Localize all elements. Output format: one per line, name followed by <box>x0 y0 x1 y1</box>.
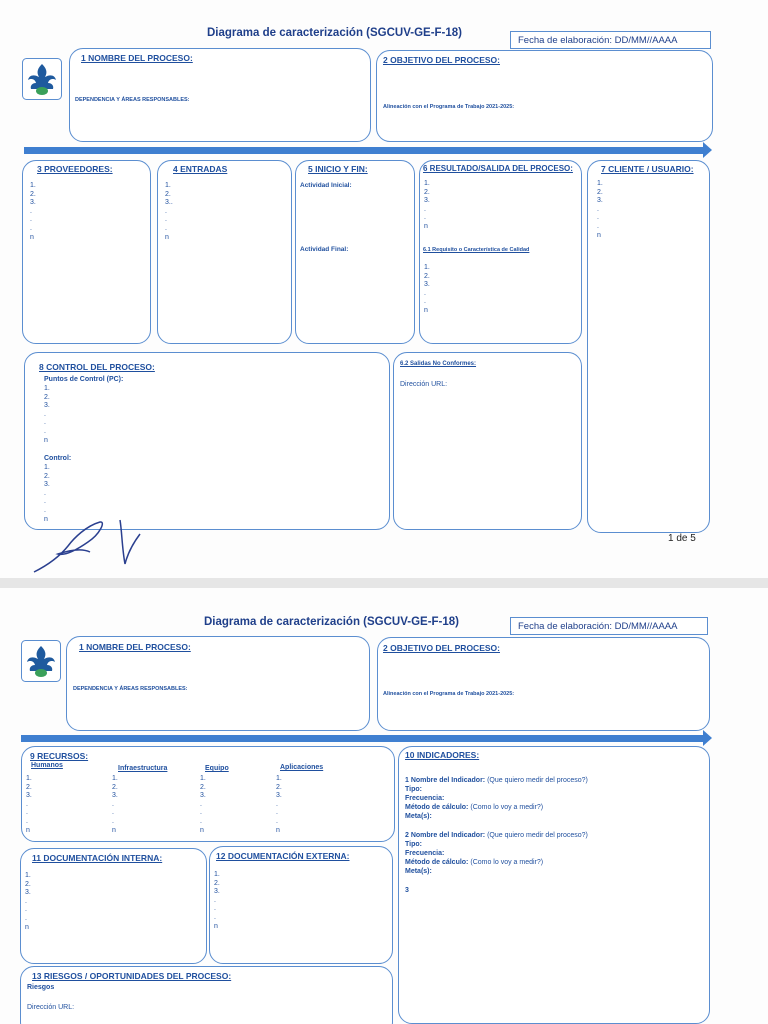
list-item: 2. <box>112 783 118 791</box>
puntos-control-list <box>44 385 50 445</box>
list-item: 2. <box>44 393 50 401</box>
list-item: . <box>112 817 114 825</box>
requisito-heading: 6.1 Requisito o Característica de Calidad <box>423 247 530 253</box>
doc-externa-list <box>214 871 220 931</box>
list-item: 1. <box>165 182 171 189</box>
list-item: . <box>44 506 46 514</box>
ind2-nombre <box>405 832 588 839</box>
signature-icon <box>30 512 150 578</box>
dependencia-label: DEPENDENCIA Y ÁREAS RESPONSABLES: <box>75 97 190 103</box>
list-item: 2. <box>26 783 32 791</box>
list-item: . <box>165 216 167 224</box>
list-item: 3.. <box>165 199 173 207</box>
riesgos-box[interactable] <box>20 966 393 1024</box>
list-item: 3. <box>597 197 603 205</box>
ind1-tipo: Tipo: <box>405 786 422 793</box>
equipo-heading: Equipo <box>205 765 229 772</box>
aplicaciones-list <box>276 775 282 835</box>
list-item: n <box>214 922 218 930</box>
actividad-inicial-label: Actividad Inicial: <box>300 182 352 189</box>
fecha-field[interactable]: Fecha de elaboración: DD/MM//AAAA <box>510 617 708 635</box>
list-item: n <box>44 515 48 523</box>
list-item: . <box>200 809 202 817</box>
list-item: . <box>26 817 28 825</box>
entradas-heading: 4 ENTRADAS <box>173 164 228 174</box>
list-item: 3. <box>424 197 430 205</box>
nombre-proceso-heading: 1 NOMBRE DEL PROCESO: <box>79 642 191 652</box>
form-title: Diagrama de caracterización (SGCUV-GE-F-18) <box>207 27 462 39</box>
list-item: . <box>25 906 27 914</box>
list-item: . <box>112 800 114 808</box>
cliente-box[interactable] <box>587 160 710 533</box>
list-item: . <box>25 914 27 922</box>
ind1-metodo-label: Método de cálculo: <box>405 804 469 811</box>
recursos-box[interactable] <box>21 746 395 842</box>
list-item: . <box>597 214 599 222</box>
no-conformes-heading: 6.2 Salidas No Conformes: <box>400 361 477 367</box>
actividad-final-label: Actividad Final: <box>300 246 349 253</box>
list-item: 3. <box>276 792 282 800</box>
list-item: n <box>276 826 280 834</box>
objetivo-heading: 2 OBJETIVO DEL PROCESO: <box>383 55 500 65</box>
list-item: n <box>165 233 169 241</box>
list-item: 1. <box>200 775 206 782</box>
ind1-nombre-hint: (Que quiero medir del proceso?) <box>487 777 588 784</box>
list-item: . <box>214 905 216 913</box>
list-item: . <box>30 224 32 232</box>
resultado-heading: 6 RESULTADO/SALIDA DEL PROCESO: <box>423 164 573 173</box>
inicio-fin-heading: 5 INICIO Y FIN: <box>308 164 368 174</box>
list-item: 1. <box>424 180 430 187</box>
doc-interna-heading: 11 DOCUMENTACIÓN INTERNA: <box>32 853 163 863</box>
riesgos-heading: 13 RIESGOS / OPORTUNIDADES DEL PROCESO: <box>32 971 232 981</box>
infraestructura-heading: Infraestructura <box>118 765 168 772</box>
list-item: 1. <box>276 775 282 782</box>
direccion-url-label: Dirección URL: <box>400 381 448 388</box>
cliente-heading: 7 CLIENTE / USUARIO: <box>601 164 694 174</box>
alineacion-label: Alineación con el Programa de Trabajo 2021-2025: <box>383 691 515 697</box>
list-item: . <box>30 207 32 215</box>
list-item: 1. <box>44 385 50 392</box>
list-item: n <box>30 233 34 241</box>
list-item: n <box>424 306 428 314</box>
nombre-proceso-heading: 1 NOMBRE DEL PROCESO: <box>81 53 193 63</box>
list-item: 2. <box>200 783 206 791</box>
list-item: 1. <box>112 775 118 782</box>
list-item: 1. <box>214 871 220 878</box>
dependencia-label: DEPENDENCIA Y ÁREAS RESPONSABLES: <box>73 686 188 692</box>
list-item: . <box>25 897 27 905</box>
list-item: . <box>424 205 426 213</box>
indicadores-box[interactable] <box>398 746 710 1024</box>
list-item: n <box>112 826 116 834</box>
list-item: 3. <box>26 792 32 800</box>
entradas-list <box>165 182 173 242</box>
page-2 <box>0 588 768 1024</box>
indicadores-heading: 10 INDICADORES: <box>405 750 480 760</box>
list-item: n <box>44 436 48 444</box>
control-box[interactable] <box>24 352 390 530</box>
list-item: . <box>424 214 426 222</box>
list-item: . <box>44 427 46 435</box>
list-item: 3. <box>424 281 430 289</box>
equipo-list <box>200 775 206 835</box>
ind1-metas: Meta(s): <box>405 813 432 820</box>
ind2-nombre-label: 2 Nombre del Indicador: <box>405 832 486 839</box>
control-heading: 8 CONTROL DEL PROCESO: <box>39 362 155 372</box>
resultado-list <box>424 180 430 232</box>
list-item: . <box>276 817 278 825</box>
infraestructura-list <box>112 775 118 835</box>
list-item: 1. <box>26 775 32 782</box>
requisito-list <box>424 264 430 316</box>
cliente-list <box>597 180 603 240</box>
ind2-metas: Meta(s): <box>405 868 432 875</box>
list-item: 2. <box>30 190 36 198</box>
proveedores-heading: 3 PROVEEDORES: <box>37 164 113 174</box>
list-item: 2. <box>597 188 603 196</box>
list-item: . <box>165 207 167 215</box>
humanos-list <box>26 775 32 835</box>
list-item: 1. <box>44 464 50 471</box>
direccion-url-label: Dirección URL: <box>27 1004 75 1011</box>
list-item: 3. <box>30 199 36 207</box>
ind1-nombre-label: 1 Nombre del Indicador: <box>405 777 486 784</box>
fecha-field[interactable]: Fecha de elaboración: DD/MM//AAAA <box>510 31 711 49</box>
list-item: . <box>200 800 202 808</box>
uv-logo-icon <box>22 58 62 100</box>
list-item: 3. <box>214 888 220 896</box>
ind2-tipo: Tipo: <box>405 841 422 848</box>
list-item: 2. <box>276 783 282 791</box>
list-item: . <box>44 498 46 506</box>
list-item: . <box>200 817 202 825</box>
list-item: . <box>276 809 278 817</box>
list-item: . <box>112 809 114 817</box>
ind1-metodo-hint: (Como lo voy a medir?) <box>470 804 544 811</box>
list-item: . <box>26 800 28 808</box>
ind2-frecuencia: Frecuencia: <box>405 850 445 857</box>
list-item: . <box>214 896 216 904</box>
alineacion-label: Alineación con el Programa de Trabajo 2021-2025: <box>383 104 515 110</box>
list-item: . <box>165 224 167 232</box>
recursos-heading: 9 RECURSOS: <box>30 751 89 761</box>
inicio-fin-box[interactable] <box>295 160 415 344</box>
list-item: 1. <box>424 264 430 271</box>
list-item: n <box>597 231 601 239</box>
doc-externa-box[interactable] <box>209 846 393 964</box>
riesgos-label: Riesgos <box>27 984 55 991</box>
no-conformes-box[interactable] <box>393 352 582 530</box>
nombre-proceso-box[interactable] <box>69 48 371 142</box>
list-item: 2. <box>165 190 171 198</box>
aplicaciones-heading: Aplicaciones <box>280 764 324 771</box>
list-item: n <box>26 826 30 834</box>
objetivo-box[interactable] <box>376 50 713 142</box>
list-item: . <box>597 222 599 230</box>
ind3-number: 3 <box>405 887 409 894</box>
ind1-frecuencia: Frecuencia: <box>405 795 445 802</box>
list-item: 1. <box>25 872 31 879</box>
objetivo-box[interactable] <box>377 637 710 731</box>
list-item: n <box>25 923 29 931</box>
list-item: . <box>424 298 426 306</box>
ind1-nombre <box>405 777 588 784</box>
list-item: 3. <box>112 792 118 800</box>
list-item: . <box>276 800 278 808</box>
list-item: 2. <box>25 880 31 888</box>
list-item: . <box>424 289 426 297</box>
ind1-metodo <box>405 804 543 811</box>
humanos-heading: Humanos <box>31 762 63 769</box>
proveedores-list <box>30 182 36 242</box>
list-item: . <box>44 410 46 418</box>
entradas-box[interactable] <box>157 160 292 344</box>
doc-interna-box[interactable] <box>20 848 207 964</box>
ind2-metodo-hint: (Como lo voy a medir?) <box>470 859 544 866</box>
list-item: 3. <box>25 889 31 897</box>
list-item: . <box>214 913 216 921</box>
proveedores-box[interactable] <box>22 160 151 344</box>
list-item: 3. <box>44 402 50 410</box>
list-item: 3. <box>44 481 50 489</box>
ind2-metodo-label: Método de cálculo: <box>405 859 469 866</box>
doc-externa-heading: 12 DOCUMENTACIÓN EXTERNA: <box>216 851 350 861</box>
list-item: . <box>30 216 32 224</box>
list-item: 2. <box>424 272 430 280</box>
ind2-metodo <box>405 859 543 866</box>
objetivo-heading: 2 OBJETIVO DEL PROCESO: <box>383 643 500 653</box>
list-item: 2. <box>214 879 220 887</box>
list-item: . <box>26 809 28 817</box>
list-item: . <box>44 419 46 427</box>
process-arrow <box>21 735 704 742</box>
list-item: n <box>424 222 428 230</box>
list-item: 2. <box>424 188 430 196</box>
list-item: 2. <box>44 472 50 480</box>
doc-interna-list <box>25 872 31 932</box>
page-number: 1 de 5 <box>668 533 696 544</box>
uv-logo-icon <box>21 640 61 682</box>
control-label: Control: <box>44 455 72 462</box>
list-item: . <box>597 205 599 213</box>
list-item: 3. <box>200 792 206 800</box>
list-item: . <box>44 489 46 497</box>
resultado-box[interactable] <box>419 160 582 344</box>
nombre-proceso-box[interactable] <box>66 636 370 731</box>
ind2-nombre-hint: (Que quiero medir del proceso?) <box>487 832 588 839</box>
list-item: 1. <box>30 182 36 189</box>
list-item: n <box>200 826 204 834</box>
puntos-control-label: Puntos de Control (PC): <box>44 376 124 383</box>
list-item: 1. <box>597 180 603 187</box>
process-arrow <box>24 147 704 154</box>
form-title: Diagrama de caracterización (SGCUV-GE-F-18) <box>204 616 459 628</box>
